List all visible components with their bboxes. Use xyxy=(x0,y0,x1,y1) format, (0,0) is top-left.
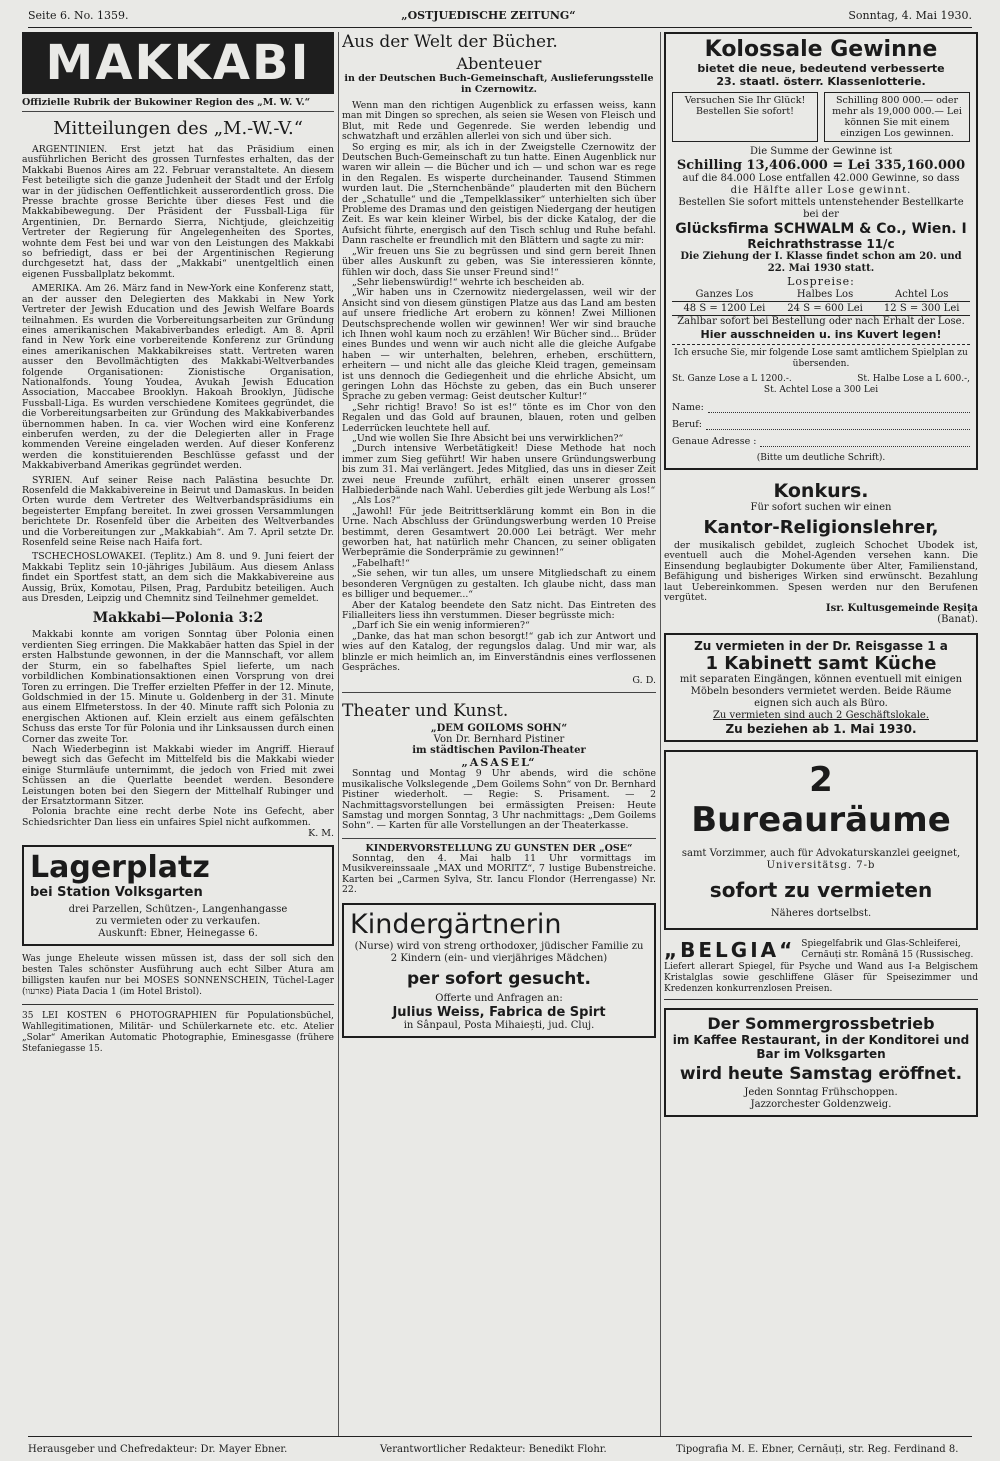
match-title: Makkabi—Polonia 3:2 xyxy=(92,610,264,627)
sommer-line-3: wird heute Samstag eröffnet. xyxy=(679,1064,963,1085)
order-ganze: St. Ganze Lose a L 1200.-. xyxy=(672,374,792,384)
ad-kabinett xyxy=(664,633,978,742)
konkurs-sign: Isr. Kultusgemeinde Reșița xyxy=(825,603,978,615)
lotto-schilling: Schilling 13,406.000 = Lei 335,160.000 xyxy=(676,158,966,173)
lager-line-3: Auskunft: Ebner, Heinegasse 6. xyxy=(98,928,258,940)
lotto-cut: Hier ausschneiden u. ins Kuvert legen! xyxy=(672,328,970,345)
ad-konkurs xyxy=(664,480,978,625)
paragraph-match-1: Makkabi konnte am vorigen Sonntag über Polonia einen verdienten Sieg erringen. Die Makkabäer hatten das Spiel in der ersten Halbstunde gewonnen, in der die Mannschaft, vor allem der Sturm, ein so fabelhaftes Spiel lieferte, um nach vorbildlichen Kombinationsaktionen einen Vorsprung von drei Toren zu erringen. Die Treffer erzielten Pfeffer in der 12. Minute, Goldschmied in der 15. Minute u. Goldenberg in der 31. Minute aus einem Elfmeterstoss. In der 40. Minute rafft sich Polonia zu energischen Aktionen auf. Klein erzielt aus einem gefälschten Schuss das erste Tor für Polonia und ihr Linksaussen durch einen Corner das zweite Tor. xyxy=(22,629,334,745)
books-p13: Aber der Katalog beendete den Satz nicht. Das Eintreten des Filialleiters liess ihn verstummen. Dieser begrüsste mich: xyxy=(342,599,656,621)
column-divider xyxy=(338,32,339,1437)
kinder-title: KINDERVORSTELLUNG ZU GUNSTEN DER „OSE“ xyxy=(342,838,656,854)
lotto-sub: bietet die neue, bedeutend verbesserte xyxy=(697,62,945,75)
column-3 xyxy=(664,32,978,1437)
lotto-firma: Glücksfirma SCHWALM & Co., Wien. I xyxy=(675,221,967,237)
lotto-box-left: Versuchen Sie Ihr Glück! Bestellen Sie sofort! xyxy=(672,92,818,142)
paragraph-match-2: Nach Wiederbeginn ist Makkabi wieder im Angriff. Hierauf bewegt sich das Gefecht im Mittelfeld bis die Makkabi wieder einige Sturmläufe unternimmt, die jedoch von Fried mit zwei Schüssen an die Querlatte beendet werden. Besondere Leistungen boten bei den Siegern der Mittelhalf Rubinger und der Ersatztormann Sitzer. xyxy=(22,743,334,807)
order-achtel: St. Achtel Lose a 300 Lei xyxy=(763,385,879,395)
ad-lagerplatz xyxy=(22,845,334,946)
ad-klassenlotterie xyxy=(664,32,978,470)
kab-line-5: Zu beziehen ab 1. Mai 1930. xyxy=(725,722,917,737)
books-signature: G. D. xyxy=(342,675,656,693)
belgia-line-2: Liefert allerart Spiegel, für Psyche und Wand aus I-a Belgischem Kristalglas sowie geschliffene Gläser für Speisezimmer und Kredenzen konkurrenzlosen Preisen. xyxy=(664,962,978,995)
theater-author: Von Dr. Bernhard Pistiner xyxy=(433,734,565,746)
kinder-paragraph: Sonntag, den 4. Mai halb 11 Uhr vormittags im Musikvereinssaale „MAX und MORITZ“, 7 lustige Bubenstreiche. Karten bei „Carmen Sylva, Str. Iancu Flondor (Herrengasse) Nr. 22. xyxy=(342,852,656,895)
theater-play: „DEM GOILOMS SOHN“ xyxy=(430,723,568,735)
books-p4: „Sehr liebenswürdig!“ wehrte ich bescheiden ab. xyxy=(352,276,585,288)
kab-line-4: Zu vermieten sind auch 2 Geschäftslokale. xyxy=(712,710,929,722)
kg-line-4: Julius Weiss, Fabrica de Spirt xyxy=(392,1005,606,1021)
lager-title: Lagerplatz xyxy=(30,850,210,886)
header-right: Sonntag, 4. Mai 1930. xyxy=(848,8,972,22)
sommer-line-5: Jazzorchester Goldenzweig. xyxy=(750,1099,892,1111)
lotto-ersuche: Ich ersuche Sie, mir folgende Lose samt amtlichem Spielplan zu übersenden. xyxy=(674,348,968,369)
konkurs-title: Konkurs. xyxy=(773,480,869,502)
page-header xyxy=(28,6,972,24)
kg-line-3: Offerte und Anfragen an: xyxy=(435,993,563,1005)
kg-line-5: in Sânpaul, Posta Mihaiești, jud. Cluj. xyxy=(403,1020,595,1032)
theater-asasel: „ASASEL“ xyxy=(461,756,537,770)
price-header: Ganzes Los xyxy=(695,289,754,300)
books-p5: „Wir haben uns in Czernowitz niedergelassen, weil wir der Ansicht sind von diesem günstigen Platze aus das Land am besten auf unsere friedliche Art erobern zu können! Zwei Millionen Deutschsprechende wollen wir gewinnen! Wer wir sind brauche ich Ihnen wohl kaum noch zu erzählen! Wir Bücher sind... Brüder eines Bundes und wenn wir auch nicht alle die gleiche Aufgabe haben — wir unterhalten, belehren, erheben, erschüttern, erheitern — und nicht alle das gleiche Kleid tragen, gemeinsam ist uns dennoch die Gediegenheit und die ehrliche Absicht, um geringen Lohn das Höchste zu geben, das ein Buch unserer Sprache zu geben vermag: Geist deutscher Kultur!“ xyxy=(342,287,656,403)
order-halbe: St. Halbe Lose a L 600.-, xyxy=(857,374,970,384)
theater-paragraph: Sonntag und Montag 9 Uhr abends, wird die schöne musikalische Volkslegende „Dem Goilems Sohn“ von Dr. Bernhard Pistiner wiederholt. — Regie: S. Prisament. — 2 Nachmittagsvorstellungen bei ermässigten Preisen: Heute Samstag und morgen Sonntag, 3 Uhr nachmittags: „Dem Goilems Sohn“. — Karten für alle Vorstellungen an der Theaterkasse. xyxy=(342,768,656,832)
lager-sub: bei Station Volksgarten xyxy=(30,885,203,901)
buero-line-1: samt Vorzimmer, auch für Advokaturskanzlei geeignet, xyxy=(681,848,961,860)
lotto-title: Kolossale Gewinne xyxy=(704,37,938,62)
footer-publisher: Herausgeber und Chefredakteur: Dr. Mayer Ebner. xyxy=(28,1444,288,1455)
books-p9: „Als Los?“ xyxy=(352,495,401,507)
books-p3: „Wir freuen uns Sie zu begrüssen und sind gern bereit Ihnen über alles Auskunft zu geben, was Sie interessieren könnte, fühlen wir doch, dass Sie unser Freund sind!“ xyxy=(342,245,656,278)
lotto-price-table xyxy=(672,288,970,316)
lotto-strasse: Reichrathstrasse 11/c xyxy=(747,237,895,251)
paragraph-amerika: AMERIKA. Am 26. März fand in New-York eine Konferenz statt, an der ausser den Delegierten des Makkabi in New York Vertreter der Jewish Education und des Jewish Welfare Boards teilnahmen. Es wurden die Vorbereitungsarbeiten zur Gründung eines amerikanischen Makabiverbandes erledigt. Am 8. April fand in New York eine vorbereitende Konferenz zur Gründung eines amerikanischen Makkabikreises statt. Vertreten waren ausser den Bevollmächtigten des Makkabi-Weltverbandes folgende Organisationen: Zionistische Organisation, Nationalfonds. Young Youdea, Avukah Jewish Education Association, Maccabee Brooklyn. Hakoah Brooklyn, Jüdische Fussball-Liga. Es wurden verschiedene Komitees gegründet, die die Vorbereitungsarbeiten zur Gründung des Makkabiverbandes übernommen haben. In ca. vier Wochen wird eine Konferenz einberufen werden, zu der die Delegierten aller in Frage kommenden Vereine eingeladen werden. Auf dieser Konferenz werden die konstituierenden Beschlüsse gefasst und der Makkabiverband Amerikas gegründet werden. xyxy=(22,283,334,472)
lotto-lospreise: Lospreise: xyxy=(787,275,855,288)
sommer-line-2: im Kaffee Restaurant, in der Konditorei und Bar im Volksgarten xyxy=(672,1033,970,1062)
adresse-label: Genaue Adresse : xyxy=(672,436,757,447)
buero-line-4: Näheres dortselbst. xyxy=(770,908,872,920)
rubrik-line: Offizielle Rubrik der Bukowiner Region des „M. W. V.“ xyxy=(22,97,334,112)
beruf-line xyxy=(706,419,970,430)
name-label: Name: xyxy=(672,402,704,413)
lotto-summe: Die Summe der Gewinne ist xyxy=(750,146,892,157)
books-p6: „Sehr richtig! Bravo! So ist es!“ tönte es im Chor von den Regalen und das Gold auf braunen, blauen, roten und gelben Lederrücken leuchtete hell auf. xyxy=(342,401,656,434)
konkurs-sign2: (Banat). xyxy=(937,614,978,626)
books-p11: „Fabelhaft!“ xyxy=(352,557,410,569)
paragraph-syrien: SYRIEN. Auf seiner Reise nach Palästina besuchte Dr. Rosenfeld die Makkabivereine in Beirut und Damaskus. In beiden Orten wurde dem Vertreter des Weltverbandspräsidiums ein begeisterter Empfang bereitet. In zwei grossen Versammlungen berichtete Dr. Rosenfeld über die Arbeiten des Weltverbandes und die Vorbereitungen zur „Makkabiah“. Am 7. April setzte Dr. Rosenfeld seine Reise nach Haifa fort. xyxy=(22,474,334,549)
kab-line-2: 1 Kabinett samt Küche xyxy=(705,653,937,675)
buero-line-2: Universitätsg. 7-b xyxy=(766,860,876,872)
kg-title: Kindergärtnerin xyxy=(350,909,562,941)
books-sub: Abenteuer xyxy=(456,54,542,73)
kg-line-2: per sofort gesucht. xyxy=(407,969,591,990)
lager-line-2: zu vermieten oder zu verkaufen. xyxy=(95,916,261,928)
books-p7: „Und wie wollen Sie Ihre Absicht bei uns verwirklichen?“ xyxy=(352,433,624,444)
books-sub2: in der Deutschen Buch-Gemeinschaft, Auslieferungsstelle in Czernowitz. xyxy=(344,73,654,95)
price-header: Achtel Los xyxy=(894,289,949,300)
books-p12: „Sie sehen, wir tun alles, um unsere Mitgliedschaft zu einem besonderen Vergnügen zu gestalten. Ich glaube nicht, dass man es billiger und bequemer...“ xyxy=(342,568,656,601)
books-p1: Wenn man den richtigen Augenblick zu erfassen weiss, kann man mit Dingen so sprechen, als seien sie Wesen von Fleisch und Blut, mit Rede und Gegenrede. Sie werden lebendig und schwatzhaft und erzählen allerlei von sich und über sich. xyxy=(342,100,656,143)
kab-line-1: Zu vermieten in der Dr. Reisgasse 1 a xyxy=(694,639,948,654)
field-name xyxy=(672,402,970,413)
konkurs-sub: Für sofort suchen wir einen xyxy=(750,502,892,513)
ad-belgia xyxy=(664,938,978,1000)
konkurs-role: Kantor-Religionslehrer, xyxy=(703,517,939,538)
belgia-line-1: Spiegelfabrik und Glas-Schleiferei, Cernăuți str. Română 15 (Russischeg. xyxy=(801,939,974,961)
lotto-sub2: 23. staatl. österr. Klassenlotterie. xyxy=(716,75,926,88)
banner-text: MAKKABI xyxy=(45,35,311,91)
lotto-ziehung: Die Ziehung der I. Klasse findet schon am 20. und 22. Mai 1930 statt. xyxy=(680,251,962,274)
section-title: Mitteilungen des „M.-W.-V.“ xyxy=(53,118,303,139)
lotto-los: auf die 84.000 Lose entfallen 42.000 Gewinne, so dass xyxy=(682,173,960,184)
theater-venue: im städtischen Pavilon-Theater xyxy=(412,745,586,757)
theater-title: Theater und Kunst. xyxy=(342,701,509,722)
books-p15: „Danke, das hat man schon besorgt!“ gab ich zur Antwort und wies auf den Katalog, der regungslos dalag. Und mir war, als blinzle er mich heimlich an, im Einverständnis eines verflossenen Gespräches. xyxy=(342,630,656,673)
books-p10: „Jawohl! Für jede Beitrittserklärung kommt ein Bon in die Urne. Nach Abschluss der Gründungswerbung werden 10 Preise bestimmt, deren Gesamtwert 20.000 Lei beträgt. Wer mehr geworben hat, hat natürlich mehr Chancen, zu seiner obligaten Werbeprämie die Sonderprämie zu gewinnen!“ xyxy=(342,505,656,559)
ad-sonnenschein: Was junge Eheleute wissen müssen ist, dass der soll sich den besten Tales schönster Ausführung auch echt Silber Atura am billigsten kaufen nur bei MOSES SONNENSCHEIN, Tüchel-Lager (פארעוו) Piata Dacia 1 (im Hotel Bristol). xyxy=(22,954,334,1005)
lotto-order-row xyxy=(672,374,970,385)
lotto-zahl: Zahlbar sofort bei Bestellung oder nach Erhalt der Lose. xyxy=(677,316,965,327)
makkabi-banner xyxy=(22,32,334,94)
books-p8: „Durch intensive Werbetätigkeit! Diese Methode hat noch immer zum Sieg geführt! Wir haben unsere Gründungswerbung bis zum 31. Mai verlängert. Jedes Mitglied, das uns in dieser Zeit zwei neue Freunde zuführt, erhält einen unserer grossen Halbiederbände nach Wahl. Ueberdies gilt jede Werbung als Los!“ xyxy=(342,443,656,497)
ad-solar: 35 LEI KOSTEN 6 PHOTOGRAPHIEN für Populationsbüchel, Wahllegitimationen, Militär- und Schülerkarnete etc. etc. Atelier „Solar“ Amerikan Automatic Photographie, Eminesgasse (frühere Stefaniegasse 15. xyxy=(22,1011,334,1055)
match-signature: K. M. xyxy=(308,828,334,840)
ad-sommergrossbetrieb xyxy=(664,1008,978,1117)
lotto-haelfte: die Hälfte aller Lose gewinnt. xyxy=(730,185,912,196)
paragraph-match-3: Polonia brachte eine recht derbe Note ins Gefecht, aber Schiedsrichter Dan liess ein unfaires Spiel nicht aufkommen. xyxy=(22,806,334,828)
footer-editor: Verantwortlicher Redakteur: Benedikt Flohr. xyxy=(380,1444,607,1455)
footer-printer: Tipografia M. E. Ebner, Cernăuți, str. Reg. Ferdinand 8. xyxy=(676,1444,959,1455)
kg-line-1: (Nurse) wird von streng orthodoxer, jüdischer Familie zu 2 Kindern (ein- und vierjähriges Mädchen) xyxy=(354,941,644,965)
books-p2: So erging es mir, als ich in der Zweigstelle Czernowitz der Deutschen Buch-Gemeinschaft zu tun hatte. Einen Augenblick nur waren wir allein — die Bücher und ich — und schon war es rege in den Regalen. Es wisperte durcheinander. Tausend Stimmen wurden laut. Die „Sternchenbände“ plauderten mit den Büchern der „Schatulle“ und die „Tempelklassiker“ unterhielten sich über Probleme des Dramas und den geistigen Niedergang der heutigen Zeit. Es war kein kleiner Wirbel, bis der dicke Katalog, der die Aufsicht führte, energisch auf den Tisch schlug und Ruhe befahl. Dann raschelte er freundlich mit den Blättern und sagte zu mir: xyxy=(342,141,656,247)
price-value: 12 S = 300 Lei xyxy=(883,303,960,314)
name-line xyxy=(708,402,970,413)
lotto-box-right: Schilling 800 000.— oder mehr als 19,000 000.— Lei können Sie mit einem einzigen Los gewinnen. xyxy=(824,92,970,142)
ad-kindergaertnerin xyxy=(342,903,656,1038)
kab-line-3: mit separaten Eingängen, können eventuell mit einigen Möbeln besonders vermietet werden. Beide Räume eignen sich auch als Büro. xyxy=(679,674,963,710)
sommer-line-4: Jeden Sonntag Frühschoppen. xyxy=(744,1087,898,1099)
lager-line-1: drei Parzellen, Schützen-, Langenhangasse xyxy=(68,904,288,916)
konkurs-paragraph: der musikalisch gebildet, zugleich Schochet Ubodek ist, eventuell auch die Mohel-Agenden versehen kann. Die Einsendung beglaubigter Dokumente über Alter, Familienstand, Befähigung und bisheriges Wirken sind erwünscht. Bezahlung laut Uebereinkommen. Spesen werden nur den Berufenen vergütet. xyxy=(664,540,978,604)
lotto-schrift: (Bitte um deutliche Schrift). xyxy=(756,453,886,463)
price-value: 24 S = 600 Lei xyxy=(787,303,863,314)
adresse-line xyxy=(760,436,970,447)
belgia-name: „BELGIA“ xyxy=(664,938,796,963)
column-2 xyxy=(342,32,656,1437)
footer-rule xyxy=(28,1436,972,1437)
paragraph-argentinien: ARGENTINIEN. Erst jetzt hat das Präsidium einen ausführlichen Bericht des grossen Turnfestes erhalten, das der Makkabi Buenos Aires am 22. Februar veranstaltete. An diesem Fest beteiligte sich die ganze Judenheit der Stadt und der Erfolg war in der jüdischen Oeffentlichkeit ausserordentlich gross. Die Presse brachte grosse Berichte über dieses Fest und die Makkabibewegung. Der Präsident der Fussball-Liga für Argentinien, Dr. Bernardo Sierra, Nichtjude, gleichzeitig Vertreter der Regierung für Angelegenheiten des Sportes, wohnte dem Fest bei und war von den Leistungen des Makkabi so befriedigt, dass er bei der Argentinischen Regierung durchgesetzt hat, dass der „Makkabi“ unentgeltlich einen eigenen Fussballplatz bekommt. xyxy=(22,144,334,280)
header-center: „OSTJUEDISCHE ZEITUNG“ xyxy=(401,8,576,22)
header-left: Seite 6. No. 1359. xyxy=(28,8,129,22)
field-adresse xyxy=(672,436,970,447)
price-header: Halbes Los xyxy=(796,289,854,300)
column-divider xyxy=(660,32,661,1437)
ad-bureauraeume xyxy=(664,750,978,930)
paragraph-tschechoslowakei: TSCHECHOSLOWAKEI. (Teplitz.) Am 8. und 9. Juni feiert der Makkabi Teplitz sein 10-jähriges Jubiläum. Aus diesem Anlass findet ein Sportfest statt, an dem sich die Makkabivereine aus Aussig, Brüx, Komotau, Pilsen, Prag, Pardubitz beteiligen. Auch aus Dresden, Leipzig und Chemnitz sind Teilnehmer gemeldet. xyxy=(22,551,334,605)
buero-title: 2 Bureauräume xyxy=(691,760,951,841)
column-1 xyxy=(22,32,334,1437)
field-beruf xyxy=(672,419,970,430)
lotto-bestellen: Bestellen Sie sofort mittels untenstehender Bestellkarte bei der xyxy=(678,197,964,220)
sommer-line-1: Der Sommergrossbetrieb xyxy=(707,1014,935,1034)
books-title: Aus der Welt der Bücher. xyxy=(342,32,558,52)
books-p14: „Darf ich Sie ein wenig informieren?“ xyxy=(352,620,530,632)
header-rule xyxy=(28,27,972,28)
beruf-label: Beruf: xyxy=(672,419,702,430)
buero-line-3: sofort zu vermieten xyxy=(709,878,933,903)
price-value: 48 S = 1200 Lei xyxy=(683,303,766,314)
lotto-boxes xyxy=(672,92,970,142)
